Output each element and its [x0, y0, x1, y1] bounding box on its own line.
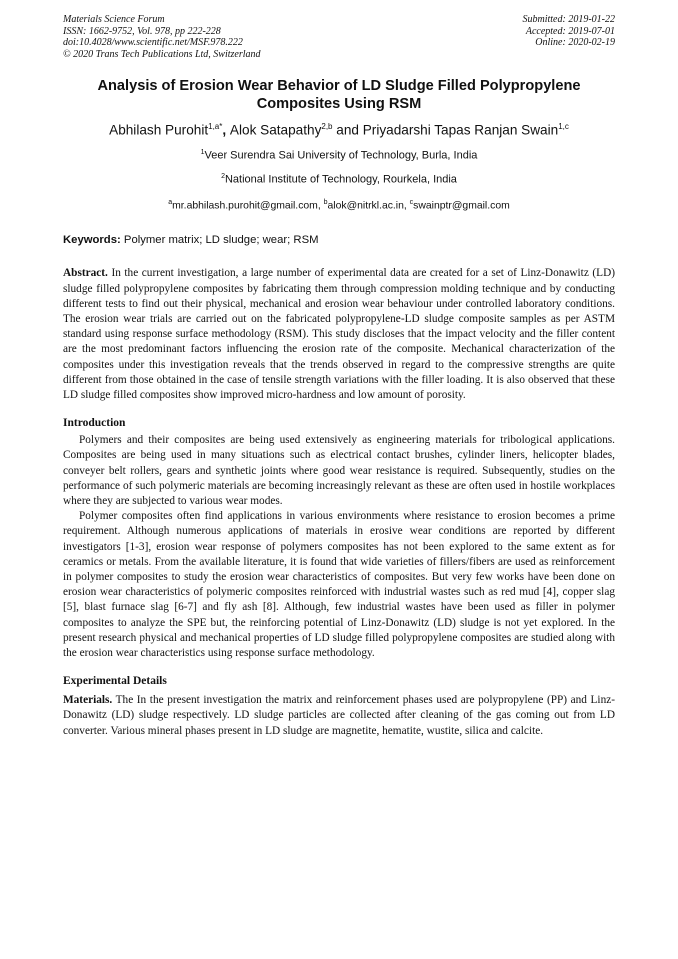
- accepted-date: Accepted: 2019-07-01: [525, 25, 615, 37]
- author-name: Alok Satapathy: [229, 122, 322, 138]
- journal-name: Materials Science Forum: [63, 14, 165, 25]
- introduction-paragraph: Polymer composites often find applications in various environments where resistance to erosion becomes a prime requirement. Although numerous applications of materials in erosive wear conditions are reported by different investigators [1-3], erosion wear response of polymers composites has not been explored to the same extent as for ceramics or metals. From the available literature, it is found that wide varieties of fillers/fibers are used as reinforcement in polymer composites to study the erosion wear characteristics of composites. But very few works have been done on erosion wear characteristics of polymeric composites reinforced with industrial wastes such as red mud [4], copper slag [5], blast furnace slag [6-7] and fly ash [8]. Although, few industrial wastes have been used as filler in polymer composites to analyze the SPE but, the reinforcing potential of Linz-Donawitz (LD) sludge is not yet explored. In the present research physical and mechanical properties of LD sludge filled polypropylene composites are studied along with the erosion wear characteristics using response surface methodology.: [63, 510, 615, 659]
- introduction-heading: Introduction: [63, 417, 126, 430]
- email-sup: b: [323, 198, 328, 206]
- keywords-label: Keywords:: [63, 234, 121, 247]
- materials-label: Materials.: [63, 694, 113, 707]
- author-affil-sup: 1,a*: [208, 122, 223, 131]
- author-emails: [63, 196, 615, 213]
- email-sup: a: [168, 198, 173, 206]
- materials-paragraph: [63, 693, 615, 739]
- title-line-2: Composites Using RSM: [256, 96, 422, 112]
- author-name: Priyadarshi Tapas Ranjan Swain: [362, 122, 559, 138]
- keywords-text: Polymer matrix; LD sludge; wear; RSM: [120, 234, 319, 247]
- online-date: Online: 2020-02-19: [535, 37, 615, 48]
- affiliation-sup: 2: [221, 173, 225, 181]
- author-affil-sup: 1,c: [558, 122, 569, 131]
- author-affil-sup: 2,b: [321, 122, 333, 131]
- journal-doi: doi:10.4028/www.scientific.net/MSF.978.222: [63, 37, 243, 48]
- abstract-label: Abstract.: [63, 267, 108, 280]
- journal-header: [63, 14, 615, 60]
- keywords: [63, 233, 615, 247]
- journal-issn: ISSN: 1662-9752, Vol. 978, pp 222-228: [63, 25, 221, 37]
- email-text: mr.abhilash.purohit@gmail.com,: [172, 200, 324, 212]
- title-line-1: Analysis of Erosion Wear Behavior of LD Sludge Filled Polypropylene: [97, 78, 581, 94]
- email-text: swainptr@gmail.com: [413, 200, 510, 212]
- submitted-date: Submitted: 2019-01-22: [522, 14, 615, 25]
- email-text: alok@nitrkl.ac.in,: [327, 200, 410, 212]
- abstract: [63, 266, 615, 403]
- affiliation-sup: 1: [200, 148, 205, 156]
- author-name: Abhilash Purohit: [109, 122, 209, 138]
- author-separator: ,: [222, 122, 230, 138]
- materials-text: The In the present investigation the matrix and reinforcement phases used are polypropylene (PP) and Linz-Donawitz (LD) sludge respectively. LD sludge particles are collected after cleaning of the gas coming out from LD converter. Various mineral phases present in LD sludge are magnetite, hematite, wustite, silica and calcite.: [63, 694, 615, 737]
- email-sup: c: [409, 198, 414, 206]
- affiliation-text: Veer Surendra Sai University of Technology, Burla, India: [204, 149, 478, 162]
- journal-copyright: © 2020 Trans Tech Publications Ltd, Switzerland: [63, 48, 261, 60]
- affiliation: [63, 170, 615, 187]
- affiliation-text: National Institute of Technology, Rourkela, India: [224, 173, 457, 186]
- author-list: [63, 118, 615, 140]
- author-separator: and: [332, 122, 363, 138]
- header-left: [63, 14, 261, 60]
- introduction-paragraph: Polymers and their composites are being used extensively as engineering materials for tribological applications. Composites are being used in many situations such as electrical contact brushes, cylinder liners, helicopter blades, conveyer belt rollers, gears and synthetic joints where good wear resistance is required. Subsequently, studies on the performance of such polymeric materials are becoming increasingly relevant as these are often used in hostile workplaces where they are subjected to various wear modes.: [63, 434, 615, 507]
- header-right: [523, 14, 616, 60]
- abstract-text: In the current investigation, a large number of experimental data are created for a set of Linz-Donawitz (LD) sludge filled polypropylene composites by fabricating them through compression molding technique and by conducting different tests to find out their physical, mechanical and erosion wear behaviour under controlled laboratory conditions. The erosion wear trials are carried out on the fabricated polypropylene-LD sludge composite samples as per ASTM standard using response surface methodology (RSM). This study discloses that the impact velocity and the filler content are the most predominant factors influencing the erosion rate of the composite. Mechanical characterization of the composites under this investigation reveals that the trends observed in regard to the compressive strengths are quite different from those obtained in the case of tensile strength variations with the filler loading. It is also observed that these LD sludge filled composites show improved micro-hardness and low amount of porosity.: [63, 267, 615, 401]
- affiliation: [63, 146, 615, 163]
- experimental-heading: Experimental Details: [63, 675, 167, 688]
- paper-title: [63, 77, 615, 113]
